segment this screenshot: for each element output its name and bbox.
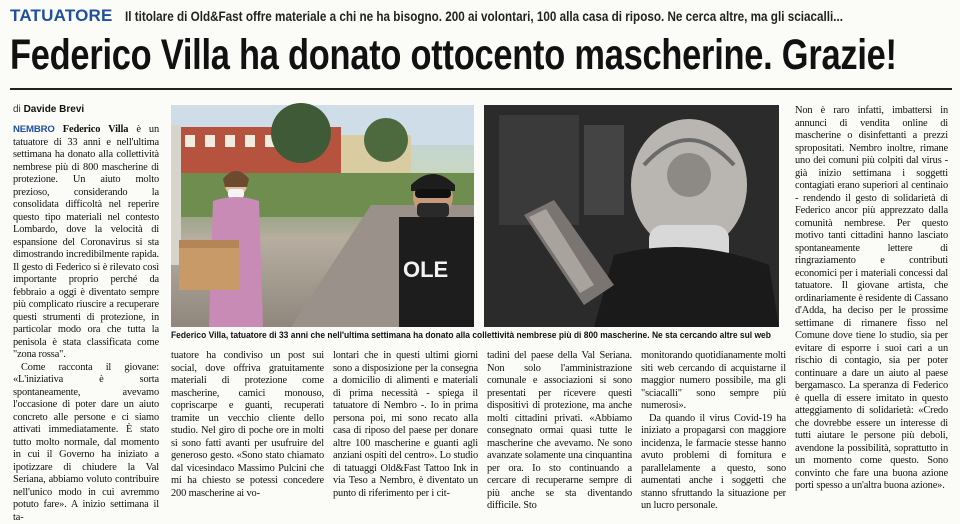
photo-tattooist-outdoor: [171, 105, 474, 327]
photo-tattooist-portrait: [484, 105, 779, 327]
text-column-2: tuatore ha condiviso un post sui social, dove offriva gratuitamente materiali di protezione come mascherine, camici monouso, copriscarpe e guanti, recuperati tramite un vecchio cliente dello studio. Nel giro di poche ore in molti si sono fatti avanti per usufruire del generoso gesto. «Sono stato chiamato dal vicesindaco Massimo Pulcini che mi ha chiesto se potessi concedere 200 mascherine ai vo-: [171, 350, 324, 506]
text-column-1: [13, 124, 159, 506]
byline-author: Davide Brevi: [24, 104, 85, 115]
dateline: NEMBRO: [13, 124, 55, 135]
shirt-text: OLE: [403, 257, 448, 282]
headline: Federico Villa ha donato ottocento mascherine. Grazie!: [10, 30, 762, 80]
kicker-line: [10, 6, 952, 28]
text-column-5: [641, 350, 786, 506]
paragraph-monitoring: monitorando quotidianamente molti siti web cercando di acquistarne il maggior numero possibile, ma gli "sciacalli" sono sempre più numerosi».: [641, 350, 786, 413]
text-column-6: Non è raro infatti, imbattersi in annunci di vendita online di mascherine o disinfettanti a prezzi spropositati. Nembro inoltre, rimane uno dei comuni più colpiti dal virus - già inizio settimana i soggetti contagiati erano superiori al centinaio - rendendo il gesto di solidarietà di Federico ancor più apprezzato dalla comunità nembrese. Per questo motivo tanti cittadini hanno lasciato spontaneamente lettere di ringraziamento e contributi economici per i materiali concessi dal tatuatore. Il giovane artista, che ordinariamente è residente di Cassano d'Adda, ha deciso per le prossime settimane di rimanere fisso nel Comune dove tiene lo studio, sia per evitare di esporre i suoi cari a un rischio di contagio, sia per poter continuare a dare un aiuto al paese bergamasco. La speranza di Federico è quella di essere imitato in questo atteggiamento di solidarietà: «Credo che dovrebbe essere un interesse di tutti aiutare le persone più deboli, avendone la possibilità, soprattutto in un momento come questo. Sono convinto che fare una buona azione porti spesso a un'altra buona azione».: [795, 105, 948, 505]
text-column-3: lontari che in questi ultimi giorni sono a disposizione per la consegna a domicilio di alimenti e materiali di prima necessità - spiega il tatuatore di Nembro -. Io in prima persona poi, mi sono recato alla casa di riposo del paese per donare altre 100 mascherine e guanti agli anziani ospiti del centro». Lo studio di tatuaggi Old&Fast Tattoo Ink in via Teso a Nembro, è diventato un punto di riferimento per i cit-: [333, 350, 478, 506]
byline: [13, 104, 84, 115]
paragraph-2: Come racconta il giovane: «L'iniziativa è sorta spontaneamente, avevamo l'occasione di poter dare un aiuto concreto alle persone e ci siamo attivati immediatamente. È stato tutto molto normale, dal momento in cui il Governo ha iniziato a ipotizzare di chiudere la Val Seriana, abbiamo voluto contribuire nell'unico modo in cui avremmo potuto fare». A inizio settimana il ta-: [13, 362, 159, 524]
byline-prefix: di: [13, 104, 21, 115]
lead-name: Federico Villa: [63, 124, 129, 135]
photo-caption: Federico Villa, tatuatore di 33 anni che nell'ultima settimana ha donato alla collettività nembrese più di 800 mascherine. Ne sta cercando altre sul web: [171, 330, 735, 340]
photo-2-illustration: [484, 105, 779, 327]
paragraph-lead: [13, 124, 159, 362]
paragraph-1-text: è un tatuatore di 33 anni e nell'ultima settimana ha donato alla collettività nembrese più di 800 mascherine di protezione. Un aiuto molto prezioso, considerando la consolidata difficoltà nel reperire questo tipo materiali nel contesto Lombardo, dove la velocità di espansione del Coronavirus si sta dimostrando incredibilmente rapida. Il gesto di Federico si è rilevato così importante proprio perché da febbraio a oggi è diventato sempre più complicato riuscire a recuperare questi strumenti di protezione, in particolar modo ora che tutta la penisola è stata classificata come "zona rossa".: [13, 124, 159, 360]
headline-rule: [10, 88, 952, 90]
photo-1-illustration: [171, 105, 474, 327]
subheadline: Il titolare di Old&Fast offre materiale a chi ne ha bisogno. 200 ai volontari, 100 alla casa di riposo. Ne cerca altre, ma gli sciacalli...: [125, 9, 843, 24]
section-tag: TATUATORE: [10, 6, 113, 26]
text-column-4: tadini del paese della Val Seriana. Non solo l'amministrazione comunale e associazioni si sono presentati per ricevere questi dispositivi di protezione, ma anche molti cittadini privati. «Abbiamo consegnato ormai quasi tutte le mascherine che avevamo. Ne sono avanzate solamente una cinquantina per ora. Io sto continuando a cercare di recuperarne sempre di più anche se sta diventando difficile. Sto: [487, 350, 632, 506]
paragraph-covid: Da quando il virus Covid-19 ha iniziato a propagarsi con maggiore incidenza, le farmacie stesse hanno avuto problemi di fornitura e parallelamente a questo, sono aumentati anche i soggetti che stanno sfruttando la situazione per un lucro personale.: [641, 413, 786, 513]
